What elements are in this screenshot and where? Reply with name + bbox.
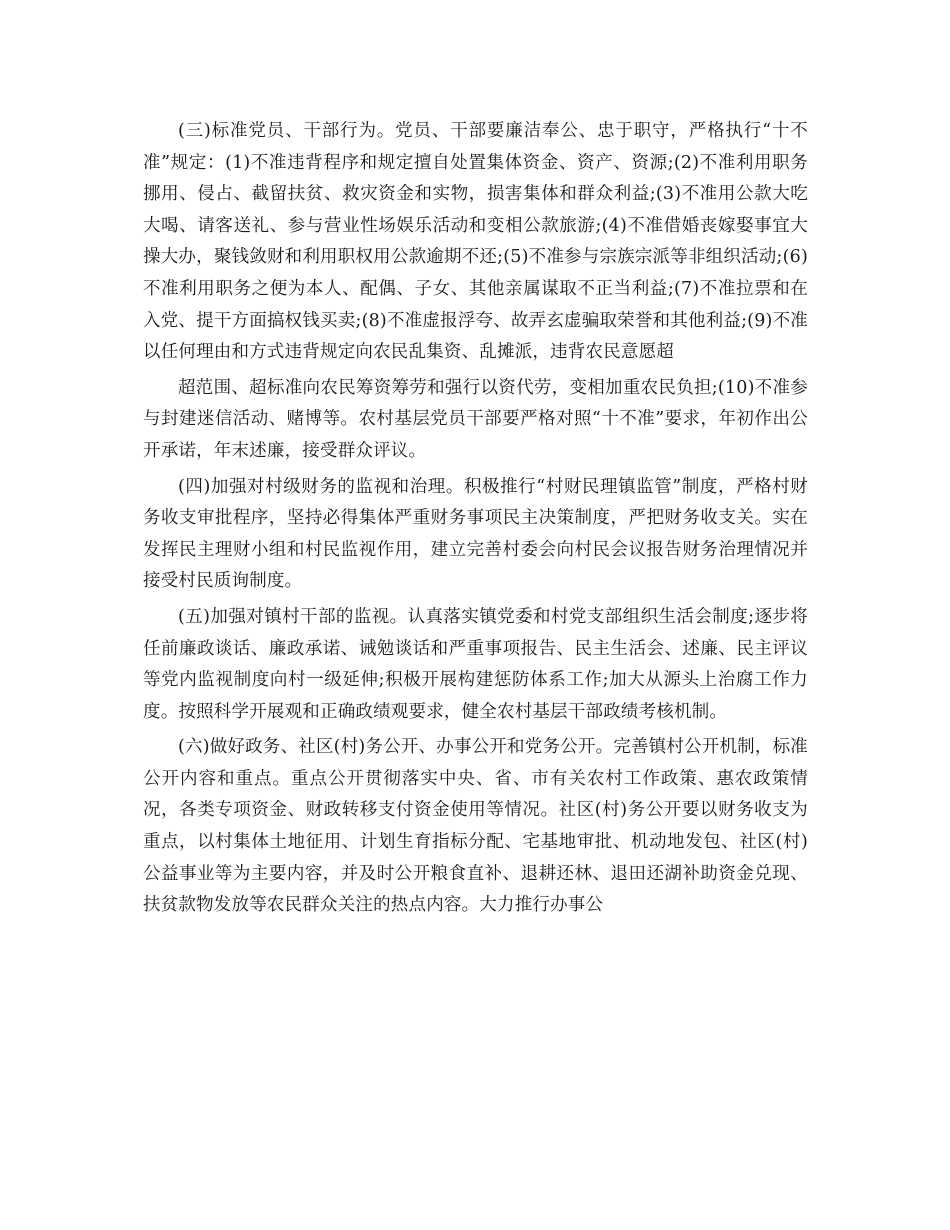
paragraph-village-finance: (四)加强对村级财务的监视和治理。积极推行“村财民理镇监管”制度，严格村财务收支审批程序，坚持必得集体严重财务事项民主决策制度，严把财务收支关。实在发挥民主理财小组和村民监视作用，建立完善村委会向村民会议报告财务治理情况并接受村民质询制度。 — [143, 476, 808, 592]
paragraph-standard-conduct: (三)标准党员、干部行为。党员、干部要廉洁奉公、忠于职守，严格执行“十不准”规定：(1)不准违背程序和规定擅自处置集体资金、资产、资源;(2)不准利用职务挪用、侵占、截留扶贫、救灾资金和实物，损害集体和群众利益;(3)不准用公款大吃大喝、请客送礼、参与营业性场娱乐活动和变相公款旅游;(4)不准借婚丧嫁娶事宜大操大办，聚钱敛财和利用职权用公款逾期不还;(5)不准参与宗族宗派等非组织活动;(6)不准利用职务之便为本人、配偶、子女、其他亲属谋取不正当利益;(7)不准拉票和在入党、提干方面搞权钱买卖;(8)不准虚报浮夸、故弄玄虚骗取荣誉和其他利益;(9)不准以任何理由和方式违背规定向农民乱集资、乱摊派，违背农民意愿超 — [143, 121, 808, 363]
paragraph-open-affairs: (六)做好政务、社区(村)务公开、办事公开和党务公开。完善镇村公开机制，标准公开内容和重点。重点公开贯彻落实中央、省、市有关农村工作政策、惠农政策情况，各类专项资金、财政转移支付资金使用等情况。社区(村)务公开要以财务收支为重点，以村集体土地征用、计划生育指标分配、宅基地审批、机动地发包、社区(村)公益事业等为主要内容，并及时公开粮食直补、退耕还林、退田还湖补助资金兑现、扶贫款物发放等农民群众关注的热点内容。大力推行办事公 — [143, 737, 808, 916]
paragraph-standard-conduct-continued: 超范围、超标准向农民筹资筹劳和强行以资代劳，变相加重农民负担;(10)不准参与封建迷信活动、赌博等。农村基层党员干部要严格对照“十不准”要求，年初作出公开承诺，年末述廉，接受群众评议。 — [143, 377, 808, 461]
paragraph-cadre-supervision: (五)加强对镇村干部的监视。认真落实镇党委和村党支部组织生活会制度;逐步将任前廉政谈话、廉政承诺、诫勉谈话和严重事项报告、民主生活会、述廉、民主评议等党内监视制度向村一级延伸;积极开展构建惩防体系工作;加大从源头上治腐工作力度。按照科学开展观和正确政绩观要求，健全农村基层干部政绩考核机制。 — [143, 606, 808, 722]
document-body — [143, 116, 808, 926]
